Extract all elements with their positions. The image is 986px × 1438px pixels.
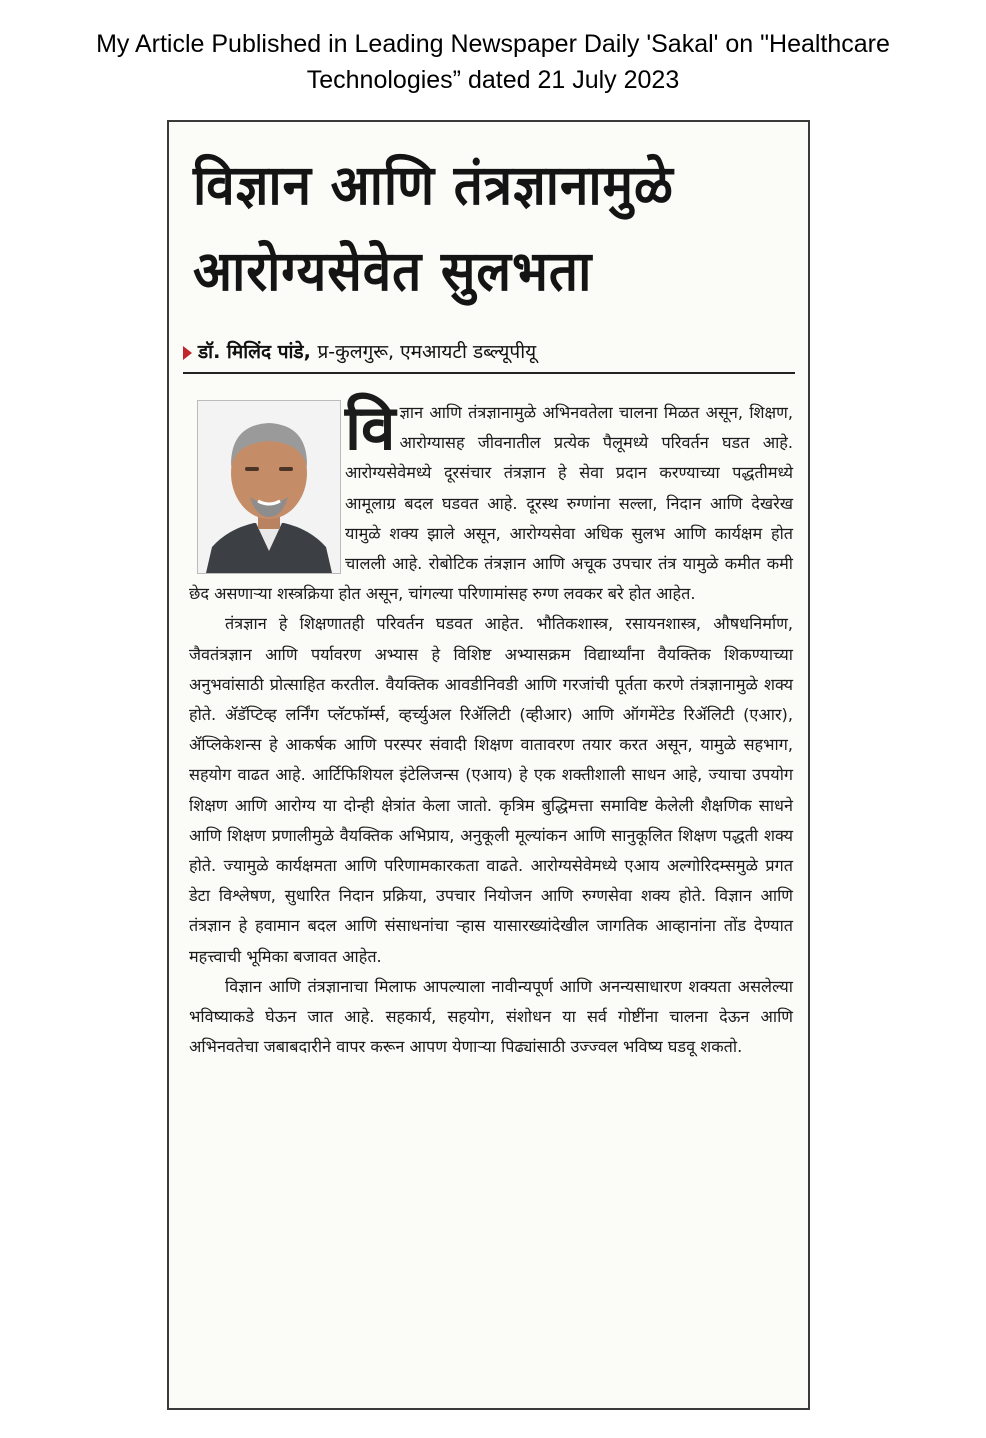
paragraph-2: तंत्रज्ञान हे शिक्षणातही परिवर्तन घडवत आहेत. भौतिकशास्त्र, रसायनशास्त्र, औषधनिर्माण, जैवतंत्रज्ञान आणि पर्यावरण अभ्यास हे विशिष्ट अभ्यासक्रम विद्यार्थ्यांना वैयक्तिक शिकण्याच्या अनुभवांसाठी प्रोत्साहित करतील. वैयक्तिक आवडीनिवडी आणि गरजांची पूर्तता करणे तंत्रज्ञानामुळे शक्य होते. ॲडॅप्टिव्ह लर्निंग प्लॅटफॉर्म्स, व्हर्च्युअल रिॲलिटी (व्हीआर) आणि ऑगमेंटेड रिॲलिटी (एआर), ॲप्लिकेशन्स हे आकर्षक आणि परस्पर संवादी शिक्षण वातावरण तयार करत असून, यामुळे सहभाग, सहयोग वाढत आहे. आर्टिफिशियल इंटेलिजन्स (एआय) हे एक शक्तीशाली साधन आहे, ज्याचा उपयोग शिक्षण आणि आरोग्य या दोन्ही क्षेत्रांत केला जातो. कृत्रिम बुद्धिमत्ता समाविष्ट केलेली शैक्षणिक साधने आणि शिक्षण प्रणालीमुळे वैयक्तिक अभिप्राय, अनुकूली मूल्यांकन आणि सानुकूलित शिक्षण पद्धती शक्य होते. ज्यामुळे कार्यक्षमता आणि परिणामकारकता वाढते. आरोग्यसेवेमध्ये एआय अल्गोरिदम्समुळे प्रगत डेटा विश्लेषण, सुधारित निदान प्रक्रिया, उपचार नियोजन आणि रुग्णसेवा शक्य होते. विज्ञान आणि तंत्रज्ञान हे हवामान बदल आणि संसाधनांचा ऱ्हास यासारख्यांदेखील जागतिक आव्हानांना तोंड देण्यात महत्त्वाची भूमिका बजावत आहेत.: [189, 614, 793, 966]
page-caption: [0, 26, 986, 98]
author-role: प्र-कुलगुरू, एमआयटी डब्ल्यूपीयू: [317, 341, 537, 363]
caption-line-1: My Article Published in Leading Newspaper Daily 'Sakal' on "Healthcare: [96, 30, 890, 58]
paragraph-3: विज्ञान आणि तंत्रज्ञानाचा मिलाफ आपल्याला नावीन्यपूर्ण आणि अनन्यसाधारण शक्यता असलेल्या भविष्याकडे घेऊन जात आहे. सहकार्य, सहयोग, संशोधन या सर्व गोष्टींना चालना देऊन आणि अभिनवतेचा जबाबदारीने वापर करून आपण येणाऱ्या पिढ्यांसाठी उज्ज्वल भविष्य घडवू शकतो.: [189, 976, 793, 1057]
caption-line-2: Technologies” dated 21 July 2023: [306, 66, 680, 94]
byline: [183, 332, 795, 374]
headline-line-2: आरोग्यसेवेत सुलभता: [193, 239, 593, 303]
drop-cap: वि: [345, 391, 396, 464]
article-body: [189, 391, 793, 1062]
newspaper-clipping: [167, 120, 810, 1410]
author-name: डॉ. मिलिंद पांडे,: [198, 341, 311, 363]
headline-line-1: विज्ञान आणि तंत्रज्ञानामुळे: [193, 153, 674, 217]
article-headline: [193, 142, 751, 314]
paragraph-1-text: ज्ञान आणि तंत्रज्ञानामुळे अभिनवतेला चालना मिळत असून, शिक्षण, आरोग्यासह जीवनातील प्रत्येक पैलूमध्ये परिवर्तन घडत आहे. आरोग्यसेवेमध्ये दूरसंचार तंत्रज्ञान हे सेवा प्रदान करण्याच्या पद्धतीमध्ये आमूलाग्र बदल घडवत आहे. दूरस्थ रुग्णांना सल्ला, निदान आणि देखरेख यामुळे शक्य झाले असून, आरोग्यसेवा अधिक सुलभ आणि कार्यक्षम होत चालली आहे. रोबोटिक तंत्रज्ञान आणि अचूक उपचार तंत्र यामुळे कमीत कमी छेद असणाऱ्या शस्त्रक्रिया होत असून, चांगल्या परिणामांसह रुग्ण लवकर बरे होत आहेत.: [189, 403, 793, 604]
byline-marker-icon: [183, 346, 192, 360]
